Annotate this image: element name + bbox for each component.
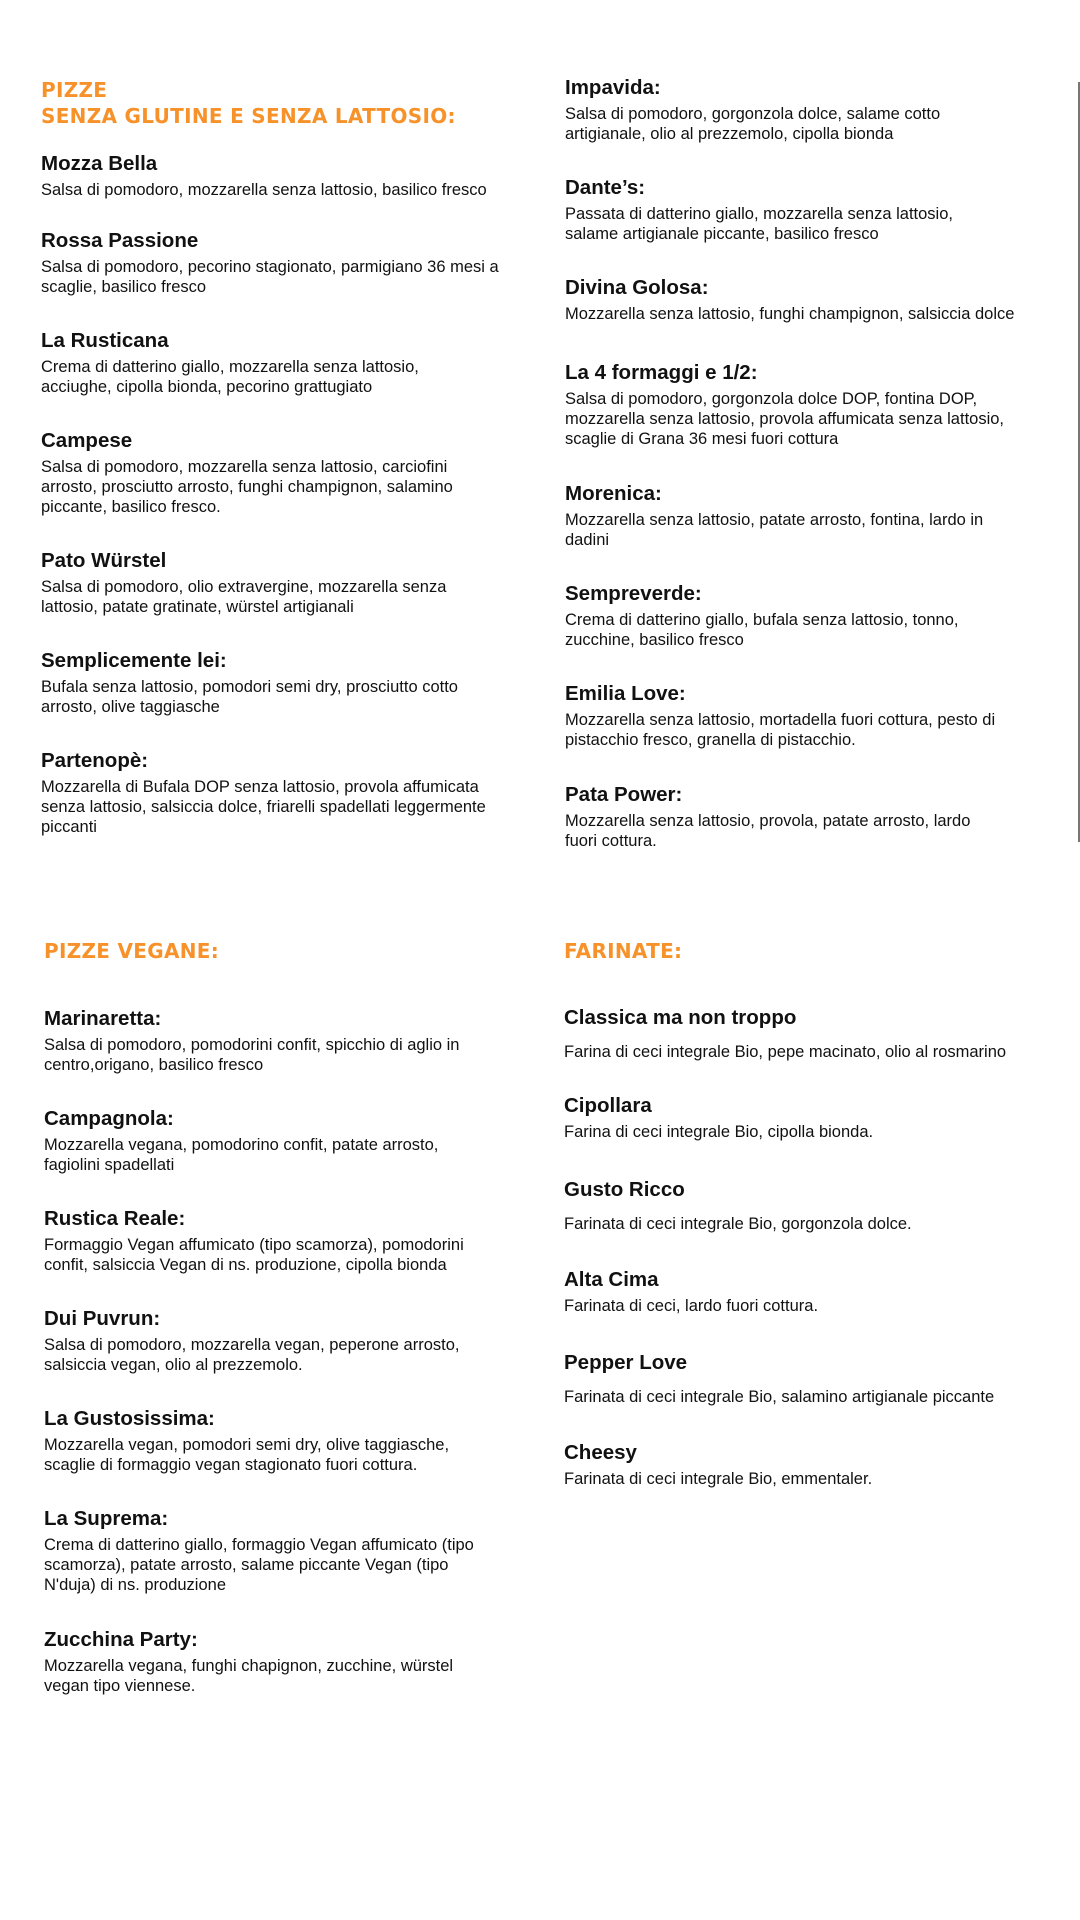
menu-item-name: Pepper Love xyxy=(564,1351,688,1374)
menu-item-desc: Passata di datterino giallo, mozzarella senza lattosio, salame artigianale piccante, basilico fresco xyxy=(565,205,953,243)
menu-item-desc: Salsa di pomodoro, mozzarella senza lattosio, carciofini arrosto, prosciutto arrosto, funghi champignon, salamino piccante, basilico fresco. xyxy=(41,458,453,516)
menu-item-desc: Crema di datterino giallo, bufala senza lattosio, tonno, zucchine, basilico fresco xyxy=(565,611,959,649)
menu-item-desc: Mozzarella senza lattosio, funghi champignon, salsiccia dolce xyxy=(565,305,1015,323)
menu-item-name: Campagnola: xyxy=(44,1107,174,1130)
gluten-free-title-line1: PIZZE xyxy=(41,78,108,102)
menu-item-name: La 4 formaggi e 1/2: xyxy=(565,361,758,384)
menu-item xyxy=(44,1207,499,1275)
menu-item xyxy=(564,1441,1064,1489)
menu-item-desc: Mozzarella senza lattosio, provola, patate arrosto, lardo fuori cottura. xyxy=(565,812,971,850)
menu-item-name: Pata Power: xyxy=(565,783,683,806)
vegan-section xyxy=(44,0,514,1920)
menu-item-name: La Gustosissima: xyxy=(44,1407,215,1430)
menu-item-desc: Salsa di pomodoro, pomodorini confit, spicchio di aglio in centro,origano, basilico fresco xyxy=(44,1036,460,1074)
menu-item-name: La Rusticana xyxy=(41,329,169,352)
menu-item-name: Rossa Passione xyxy=(41,229,199,252)
menu-item-desc: Salsa di pomodoro, gorgonzola dolce, salame cotto artigianale, olio al prezzemolo, cipolla bionda xyxy=(565,105,941,143)
menu-item-desc: Mozzarella vegan, pomodori semi dry, olive taggiasche, scaglie di formaggio vegan stagionato fuori cottura. xyxy=(44,1436,450,1474)
farinate-title: FARINATE: xyxy=(564,939,683,963)
menu-item-desc: Salsa di pomodoro, pecorino stagionato, parmigiano 36 mesi a scaglie, basilico fresco xyxy=(41,258,499,296)
menu-item-desc: Crema di datterino giallo, mozzarella senza lattosio, acciughe, cipolla bionda, pecorino grattugiato xyxy=(41,358,419,396)
menu-item-desc: Mozzarella di Bufala DOP senza lattosio, provola affumicata senza lattosio, salsiccia dolce, friarelli spadellati leggermente piccanti xyxy=(41,778,486,836)
menu-item-name: Dui Puvrun: xyxy=(44,1307,161,1330)
menu-item-desc: Salsa di pomodoro, mozzarella vegan, peperone arrosto, salsiccia vegan, olio al prezzemolo. xyxy=(44,1336,460,1374)
farinate-section xyxy=(564,0,1064,1920)
menu-item-name: Zucchina Party: xyxy=(44,1628,198,1651)
menu-item-name: Semplicemente lei: xyxy=(41,649,227,672)
menu-item-name: Impavida: xyxy=(565,76,661,99)
menu-item-desc: Mozzarella senza lattosio, patate arrosto, fontina, lardo in dadini xyxy=(565,511,984,549)
menu-item xyxy=(44,1307,499,1375)
menu-item-name: Morenica: xyxy=(565,482,662,505)
menu-item-desc: Farina di ceci integrale Bio, pepe macinato, olio al rosmarino xyxy=(564,1043,1007,1061)
menu-item-name: Alta Cima xyxy=(564,1268,659,1291)
menu-item-desc: Crema di datterino giallo, formaggio Vegan affumicato (tipo scamorza), patate arrosto, salame piccante Vegan (tipo N'duja) di ns. produzione xyxy=(44,1536,474,1594)
menu-item xyxy=(564,1268,1064,1316)
menu-item xyxy=(44,1007,499,1075)
menu-item xyxy=(44,1407,489,1475)
menu-item-name: Gusto Ricco xyxy=(564,1178,685,1201)
menu-item-name: Emilia Love: xyxy=(565,682,686,705)
menu-item-name: Partenopè: xyxy=(41,749,149,772)
menu-item xyxy=(564,1178,1064,1234)
menu-item-name: Classica ma non troppo xyxy=(564,1006,797,1029)
menu-item xyxy=(44,1507,484,1595)
menu-item-name: Rustica Reale: xyxy=(44,1207,186,1230)
menu-item-name: Pato Würstel xyxy=(41,549,167,572)
menu-item-desc: Farinata di ceci integrale Bio, emmentaler. xyxy=(564,1470,873,1488)
menu-item-name: Marinaretta: xyxy=(44,1007,162,1030)
menu-item-name: Divina Golosa: xyxy=(565,276,709,299)
menu-item-desc: Salsa di pomodoro, gorgonzola dolce DOP, fontina DOP, mozzarella senza lattosio, provola affumicata senza lattosio, scaglie di Grana 36 mesi fuori cottura xyxy=(565,390,1005,448)
menu-item-name: Sempreverde: xyxy=(565,582,702,605)
menu-item-name: La Suprema: xyxy=(44,1507,169,1530)
menu-item-desc: Mozzarella vegana, funghi chapignon, zucchine, würstel vegan tipo viennese. xyxy=(44,1657,454,1695)
menu-item-desc: Mozzarella senza lattosio, mortadella fuori cottura, pesto di pistacchio fresco, granella di pistacchio. xyxy=(565,711,996,749)
menu-item xyxy=(44,1628,484,1696)
menu-item-name: Cipollara xyxy=(564,1094,652,1117)
gluten-free-title-line2: SENZA GLUTINE E SENZA LATTOSIO: xyxy=(41,104,456,128)
menu-item-name: Mozza Bella xyxy=(41,152,158,175)
menu-item-desc: Mozzarella vegana, pomodorino confit, patate arrosto, fagiolini spadellati xyxy=(44,1136,439,1174)
menu-item-desc: Salsa di pomodoro, mozzarella senza lattosio, basilico fresco xyxy=(41,181,487,199)
menu-item-name: Campese xyxy=(41,429,133,452)
menu-item xyxy=(564,1094,1064,1142)
menu-item xyxy=(564,1351,1064,1407)
menu-item-desc: Salsa di pomodoro, olio extravergine, mozzarella senza lattosio, patate gratinate, würstel artigianali xyxy=(41,578,447,616)
menu-item xyxy=(564,1006,1064,1062)
vegan-title: PIZZE VEGANE: xyxy=(44,939,220,963)
menu-item-desc: Farinata di ceci, lardo fuori cottura. xyxy=(564,1297,819,1315)
menu-item-desc: Bufala senza lattosio, pomodori semi dry, prosciutto cotto arrosto, olive taggiasche xyxy=(41,678,458,716)
menu-item-desc: Farinata di ceci integrale Bio, gorgonzola dolce. xyxy=(564,1215,912,1233)
menu-item-desc: Farina di ceci integrale Bio, cipolla bionda. xyxy=(564,1123,874,1141)
menu-item-desc: Formaggio Vegan affumicato (tipo scamorza), pomodorini confit, salsiccia Vegan di ns. produzione, cipolla bionda xyxy=(44,1236,464,1274)
menu-item-name: Cheesy xyxy=(564,1441,637,1464)
menu-item-name: Dante’s: xyxy=(565,176,646,199)
menu-item xyxy=(44,1107,484,1175)
menu-item-desc: Farinata di ceci integrale Bio, salamino artigianale piccante xyxy=(564,1388,995,1406)
